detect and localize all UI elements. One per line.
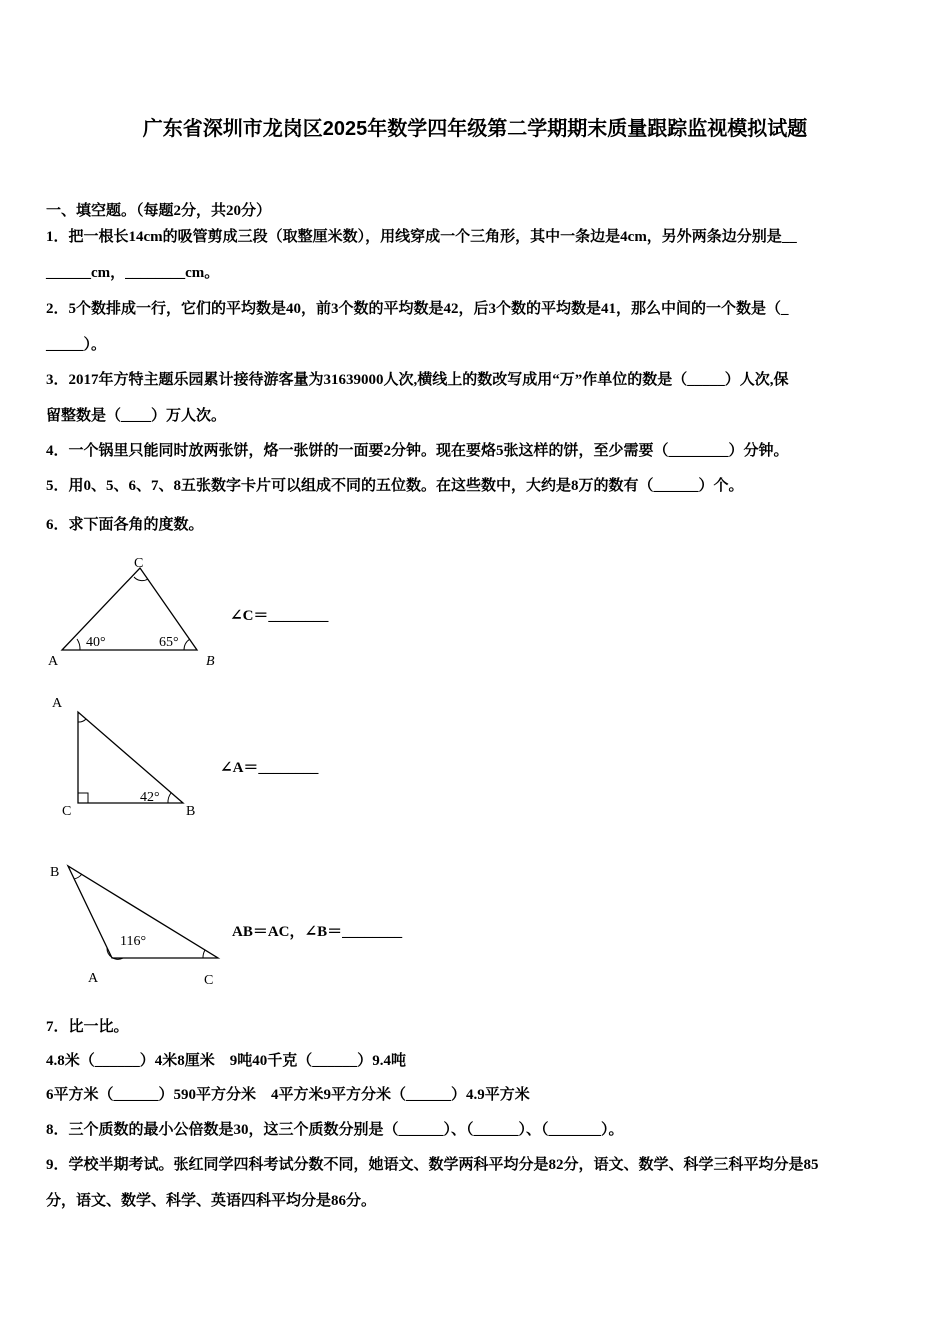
figure-3-question: AB＝AC，∠B＝________ xyxy=(232,924,403,940)
question-3-line-1: 3．2017年方特主题乐园累计接待游客量为31639000人次,横线上的数改写成用“万”作单位的数是（_____）人次,保 xyxy=(46,372,789,388)
vertex-label: C xyxy=(62,804,72,819)
question-9-line-1: 9．学校半期考试。张红同学四科考试分数不同，她语文、数学两科平均分是82分，语文、数学、科学三科平均分是85 xyxy=(46,1157,819,1173)
question-1-line-1: 1．把一根长14cm的吸管剪成三段（取整厘米数），用线穿成一个三角形，其中一条边是4cm，另外两条边分别是__ xyxy=(46,229,797,245)
vertex-label: B xyxy=(50,865,60,880)
angle-label: 40° xyxy=(86,635,106,650)
figure-1-question: ∠C＝________ xyxy=(230,608,329,624)
question-7-row-1: 4.8米（______）4米8厘米 9吨40千克（______）9.4吨 xyxy=(46,1053,407,1069)
question-6: 6．求下面各角的度数。 xyxy=(46,517,204,533)
figure-2-question: ∠A＝________ xyxy=(220,760,319,776)
vertex-label: C xyxy=(204,973,214,988)
angle-label: 116° xyxy=(120,934,147,949)
triangle-1 xyxy=(48,556,215,669)
question-7: 7．比一比。 xyxy=(46,1019,129,1035)
triangle-3 xyxy=(50,865,218,988)
question-3-line-2: 留整数是（____）万人次。 xyxy=(46,408,227,424)
vertex-label: A xyxy=(52,696,63,711)
question-2-line-2: _____）。 xyxy=(46,337,107,353)
question-9-line-2: 分，语文、数学、科学、英语四科平均分是86分。 xyxy=(46,1193,377,1209)
angle-label: 65° xyxy=(159,635,179,650)
question-5: 5．用0、5、6、7、8五张数字卡片可以组成不同的五位数。在这些数中，大约是8万的数有（______）个。 xyxy=(46,478,744,494)
question-4: 4．一个锅里只能同时放两张饼，烙一张饼的一面要2分钟。现在要烙5张这样的饼，至少需要（________）分钟。 xyxy=(46,443,789,459)
vertex-label: A xyxy=(88,971,99,986)
vertex-label: B xyxy=(186,804,196,819)
angle-label: 42° xyxy=(140,790,160,805)
page-title: 广东省深圳市龙岗区2025年数学四年级第二学期期末质量跟踪监视模拟试题 xyxy=(142,118,808,140)
question-2-line-1: 2．5个数排成一行，它们的平均数是40，前3个数的平均数是42，后3个数的平均数是41，那么中间的一个数是（_ xyxy=(46,301,789,317)
triangle-2 xyxy=(52,696,195,819)
question-1-line-2: ______cm，________cm。 xyxy=(46,265,220,281)
vertex-label: A xyxy=(48,654,59,669)
section-heading: 一、填空题。（每题2分，共20分） xyxy=(46,203,272,219)
vertex-label: C xyxy=(134,556,144,571)
question-8: 8．三个质数的最小公倍数是30，这三个质数分别是（______）、（______）、（_______）。 xyxy=(46,1122,624,1138)
vertex-label: B xyxy=(206,654,215,669)
question-7-row-2: 6平方米（______）590平方分米 4平方米9平方分米（______）4.9平方米 xyxy=(46,1087,530,1103)
